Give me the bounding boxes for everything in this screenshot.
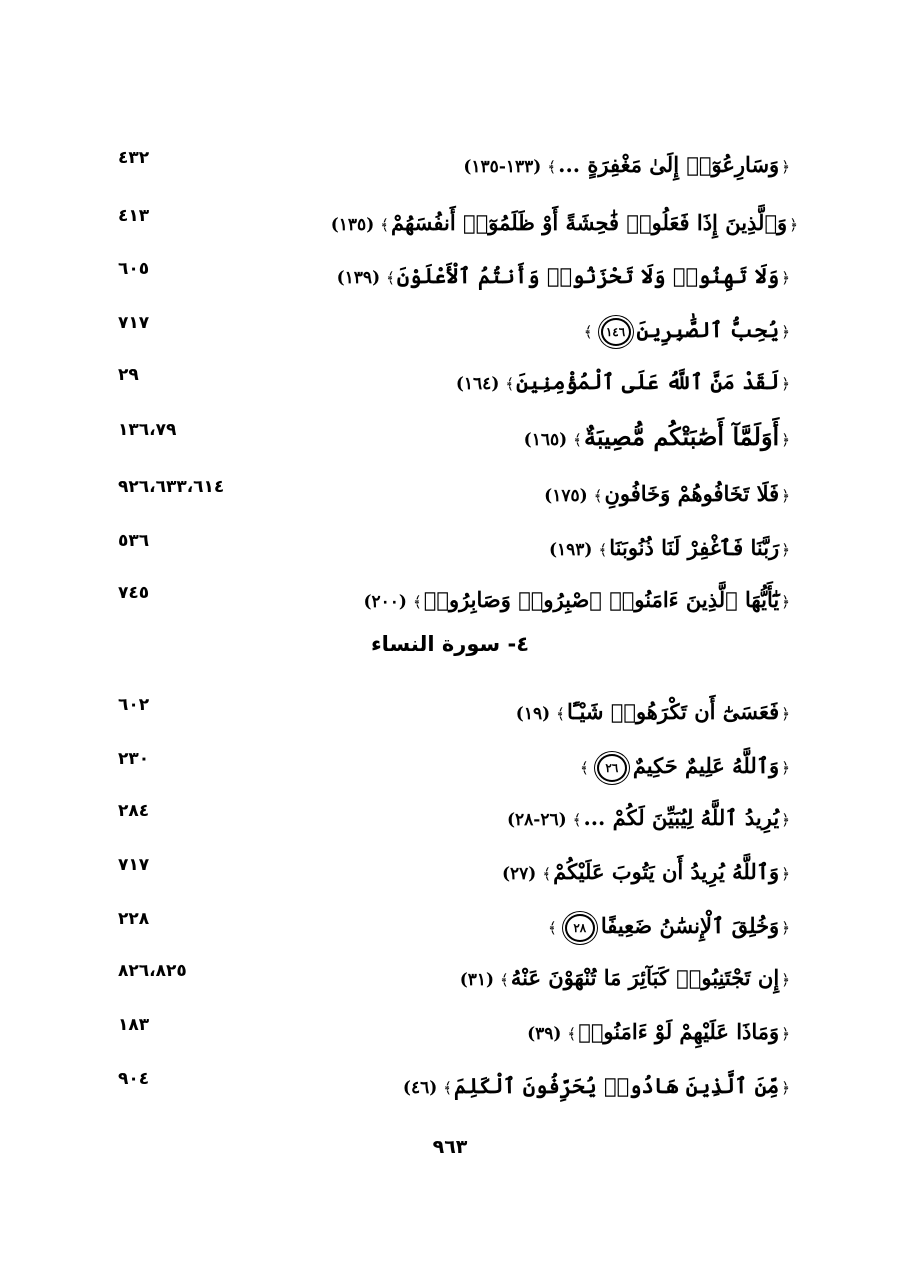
verse-words: أَوَلَمَّآ أَصَٰبَتْكُم مُّصِيبَةٌ xyxy=(583,422,780,451)
ornament-open: ﴿ xyxy=(781,919,790,937)
verse-words: وَٱلَّذِينَ إِذَا فَعَلُوا۟ فَٰحِشَةً أَوْ ظَلَمُوٓا۟ أَنفُسَهُمْ xyxy=(391,210,788,235)
index-row xyxy=(0,692,900,732)
index-row xyxy=(0,362,900,402)
index-row xyxy=(0,528,900,568)
ayah-end-marker: ٢٨ xyxy=(565,914,595,942)
ornament-close: ﴾ xyxy=(580,759,589,777)
ornament-open: ﴿ xyxy=(781,269,790,287)
verse-reference: (١٣٩) xyxy=(336,268,381,288)
verse-reference: (٢٦-٢٨) xyxy=(506,810,567,830)
page-references: ١٨٣ xyxy=(118,1015,150,1035)
verse-words: يَٰٓأَيُّهَا ٱلَّذِينَ ءَامَنُوا۟ ٱصْبِرُوا۟ وَصَابِرُوا۟ xyxy=(423,587,780,612)
index-row xyxy=(0,798,900,838)
verse-reference: (١٧٥) xyxy=(544,486,588,506)
page-number: ٩٦٣ xyxy=(432,1136,468,1158)
ayah-end-marker: ٢٦ xyxy=(597,754,627,782)
ornament-open: ﴿ xyxy=(781,1025,790,1043)
ornament-close: ﴾ xyxy=(500,971,509,989)
index-row xyxy=(0,906,900,946)
verse-text xyxy=(399,1066,792,1108)
ornament-open: ﴿ xyxy=(781,158,790,176)
ayah-end-marker: ١٤٦ xyxy=(601,318,631,346)
verse-text xyxy=(540,474,792,516)
verse-text xyxy=(333,256,792,298)
verse-text xyxy=(546,906,792,948)
ornament-open: ﴿ xyxy=(781,593,790,611)
verse-text xyxy=(545,528,792,570)
ornament-close: ﴾ xyxy=(505,375,515,393)
verse-text xyxy=(520,417,792,460)
ornament-close: ﴾ xyxy=(598,541,608,559)
verse-reference: (٣٩) xyxy=(527,1024,562,1044)
verse-reference: (٢٧) xyxy=(501,864,537,884)
verse-reference: (١٩) xyxy=(515,704,551,724)
page-references: ٦٠٥ xyxy=(118,259,150,279)
index-row xyxy=(0,746,900,786)
page-references: ٨٢٦،٨٢٥ xyxy=(118,961,187,981)
index-row xyxy=(0,203,900,243)
verse-text xyxy=(523,1012,792,1054)
verse-words: وَمَاذَا عَلَيْهِمْ لَوْ ءَامَنُوا۟ xyxy=(578,1019,780,1044)
page-references: ٦٠٢ xyxy=(118,695,150,715)
page-references: ٩٢٦،٦٣٣،٦١٤ xyxy=(118,477,225,497)
verse-words: رَبَّنَا فَٱغْفِرْ لَنَا ذُنُوبَنَا xyxy=(609,535,780,560)
page-references: ١٣٦،٧٩ xyxy=(118,420,177,440)
index-row xyxy=(0,958,900,998)
verse-words: وَخُلِقَ ٱلْإِنسَٰنُ ضَعِيفًا xyxy=(600,913,780,938)
ornament-open: ﴿ xyxy=(781,811,790,829)
page-references: ٩٠٤ xyxy=(118,1069,150,1089)
index-row xyxy=(0,145,900,185)
verse-words: يُرِيدُ ٱللَّهُ لِيُبَيِّنَ لَكُمْ ... xyxy=(583,805,780,830)
verse-text xyxy=(512,692,792,734)
verse-text xyxy=(578,746,792,788)
ornament-open: ﴿ xyxy=(781,487,790,505)
verse-text xyxy=(459,145,792,187)
page-references: ٤١٣ xyxy=(118,206,150,226)
ornament-close: ﴾ xyxy=(548,919,557,937)
page-references: ٧١٧ xyxy=(118,313,150,333)
verse-reference: (١٩٣) xyxy=(548,540,593,560)
ornament-close: ﴾ xyxy=(542,865,552,883)
ornament-close: ﴾ xyxy=(547,158,557,176)
ornament-close: ﴾ xyxy=(567,1025,577,1043)
verse-words: وَلَا تَهِنُوا۟ وَلَا تَحْزَنُوا۟ وَأَنتُمُ ٱلْأَعْلَوْنَ xyxy=(396,263,780,288)
index-row xyxy=(0,417,900,457)
ornament-close: ﴾ xyxy=(412,593,422,611)
verse-reference: (٤٦) xyxy=(402,1078,438,1098)
verse-reference: (١٣٣-١٣٥) xyxy=(463,157,542,177)
ornament-open: ﴿ xyxy=(781,431,790,449)
verse-words: وَسَارِعُوٓا۟ إِلَىٰ مَغْفِرَةٍ ... xyxy=(558,152,780,177)
ornament-close: ﴾ xyxy=(556,705,565,723)
verse-reference: (١٦٤) xyxy=(455,374,500,394)
page-references: ٢٢٨ xyxy=(118,909,150,929)
verse-text xyxy=(503,798,792,840)
page-references: ٢٩ xyxy=(118,365,139,385)
verse-words: لَقَدْ مَنَّ ٱللَّهُ عَلَى ٱلْمُؤْمِنِينَ xyxy=(516,369,780,394)
verse-text xyxy=(452,362,792,404)
index-row xyxy=(0,474,900,514)
verse-words: فَعَسَىٰٓ أَن تَكْرَهُوا۟ شَيْـًٔا xyxy=(566,699,780,724)
page-references: ٥٣٦ xyxy=(118,531,150,551)
surah-heading xyxy=(0,632,900,656)
ornament-open: ﴿ xyxy=(781,759,790,777)
page-references: ٢٣٠ xyxy=(118,749,150,769)
surah-heading-text: ٤- سورة النساء xyxy=(370,632,530,656)
ornament-open: ﴿ xyxy=(789,216,798,234)
ornament-close: ﴾ xyxy=(386,269,395,287)
index-row xyxy=(0,1012,900,1052)
page-references: ٧١٧ xyxy=(118,855,150,875)
verse-words: يُحِبُّ ٱلصَّٰبِرِينَ xyxy=(636,317,780,342)
index-row xyxy=(0,256,900,296)
verse-words: وَٱللَّهُ يُرِيدُ أَن يَتُوبَ عَلَيْكُمْ xyxy=(553,859,780,884)
verse-words: إِن تَجْتَنِبُوا۟ كَبَآئِرَ مَا تُنْهَوْنَ عَنْهُ xyxy=(510,965,780,990)
ornament-close: ﴾ xyxy=(583,323,593,341)
ornament-open: ﴿ xyxy=(781,865,790,883)
index-row xyxy=(0,1066,900,1106)
ornament-close: ﴾ xyxy=(593,487,603,505)
ornament-open: ﴿ xyxy=(781,971,790,989)
verse-text xyxy=(456,958,792,1000)
ornament-open: ﴿ xyxy=(781,375,790,393)
ornament-close: ﴾ xyxy=(380,216,390,234)
verse-text xyxy=(327,203,800,245)
verse-words: وَٱللَّهُ عَلِيمٌ حَكِيمٌ xyxy=(632,753,780,778)
verse-reference: (٣١) xyxy=(459,970,495,990)
ornament-open: ﴿ xyxy=(781,1079,790,1097)
index-row xyxy=(0,852,900,892)
index-row xyxy=(0,310,900,350)
ornament-open: ﴿ xyxy=(781,323,790,341)
page-references: ٧٤٥ xyxy=(118,583,150,603)
page-references: ٤٣٢ xyxy=(118,148,150,168)
ornament-close: ﴾ xyxy=(573,431,582,449)
verse-reference: (٢٠٠) xyxy=(363,592,407,612)
page-references: ٢٨٤ xyxy=(118,801,150,821)
index-row xyxy=(0,580,900,620)
ornament-open: ﴿ xyxy=(781,705,790,723)
ornament-close: ﴾ xyxy=(443,1079,453,1097)
ornament-close: ﴾ xyxy=(572,811,582,829)
verse-reference: (١٣٥) xyxy=(330,215,375,235)
verse-reference: (١٦٥) xyxy=(523,430,568,450)
verse-words: فَلَا تَخَافُوهُمْ وَخَافُونِ xyxy=(604,481,780,506)
verse-text xyxy=(582,310,792,352)
verse-words: مِّنَ ٱلَّذِينَ هَادُوا۟ يُحَرِّفُونَ ٱلْكَلِمَ xyxy=(454,1073,780,1098)
verse-text xyxy=(498,852,792,894)
verse-text xyxy=(359,580,792,622)
ornament-open: ﴿ xyxy=(781,541,790,559)
